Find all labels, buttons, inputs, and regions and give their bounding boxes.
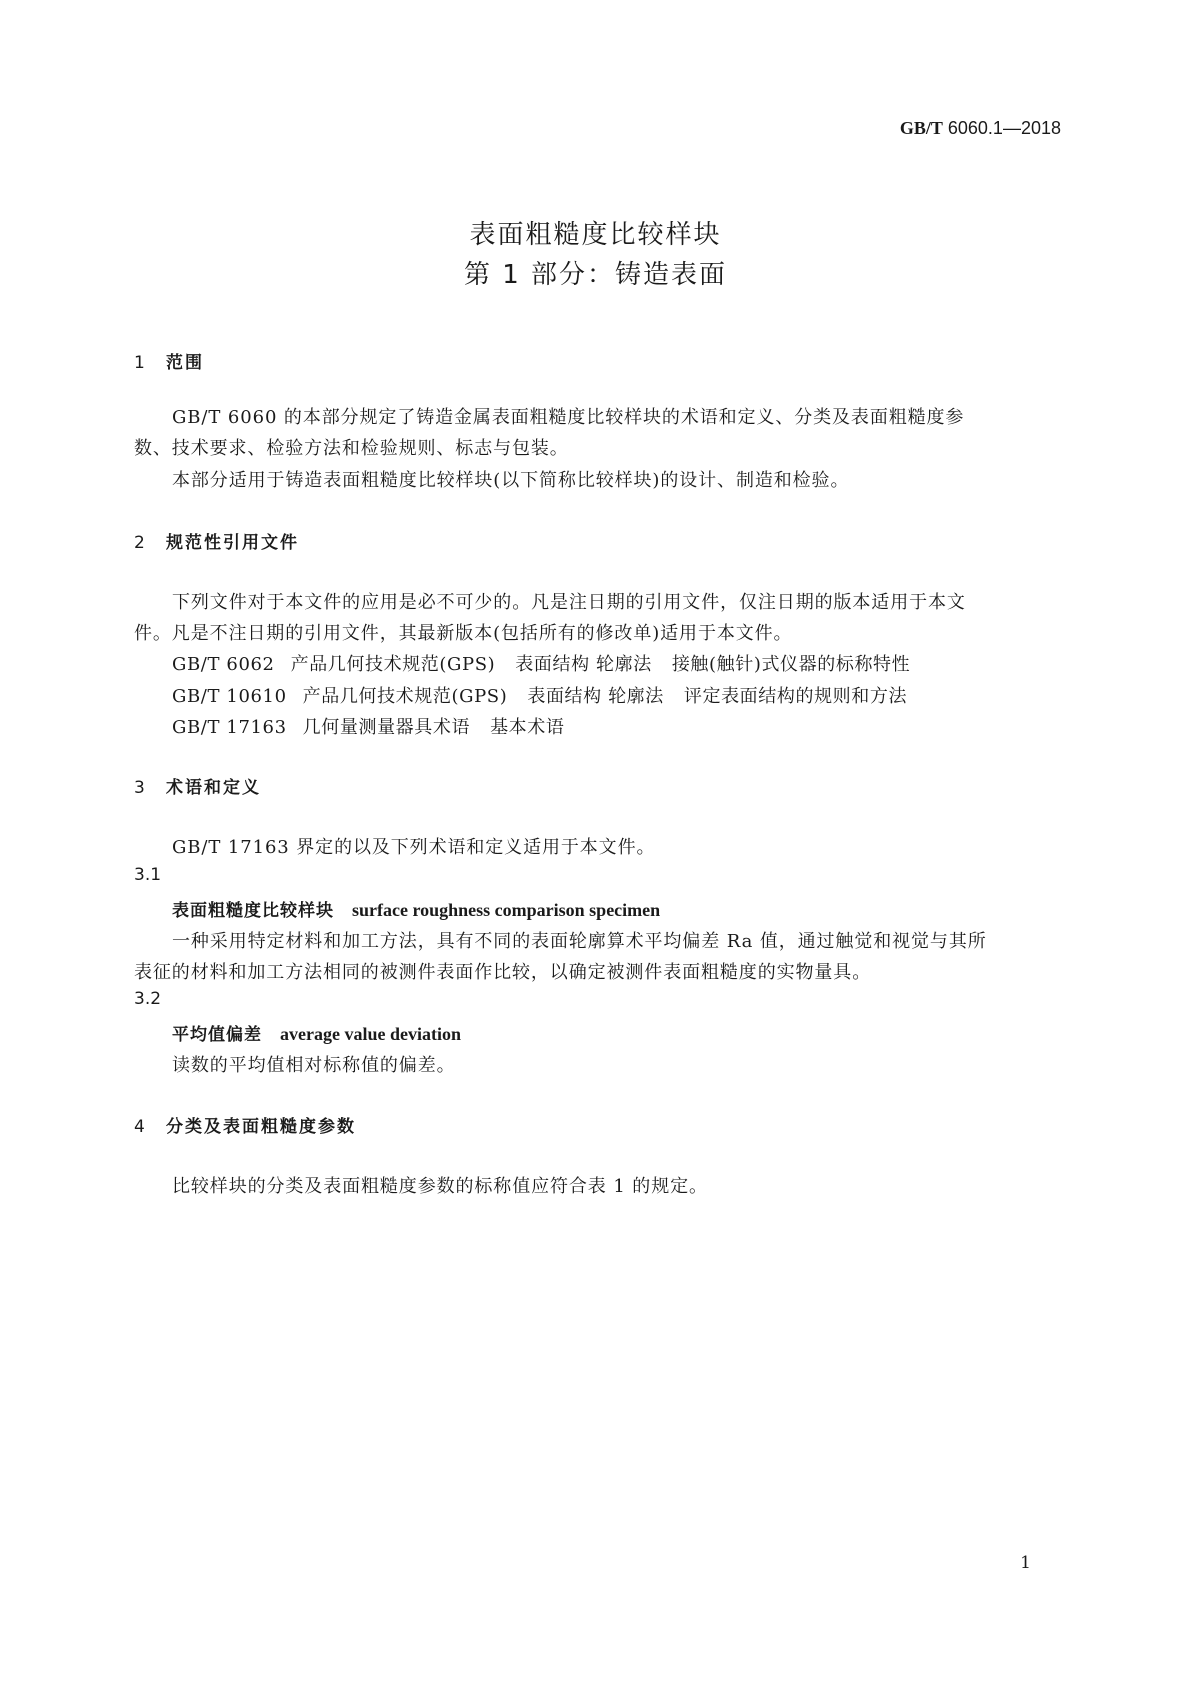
section-4-paragraph: 比较样块的分类及表面粗糙度参数的标称值应符合表 1 的规定。 bbox=[172, 1176, 708, 1197]
normative-reference: GB/T 10610 产品几何技术规范(GPS) 表面结构 轮廓法 评定表面结构的规则和方法 bbox=[172, 686, 908, 707]
section-2-paragraph-line-2: 件。凡是不注日期的引用文件，其最新版本(包括所有的修改单)适用于本文件。 bbox=[134, 623, 793, 644]
normative-reference: GB/T 6062 产品几何技术规范(GPS) 表面结构 轮廓法 接触(触针)式仪器的标称特性 bbox=[172, 654, 911, 675]
section-4-heading: 4 分类及表面粗糙度参数 bbox=[134, 1117, 356, 1137]
term-heading: 平均值偏差 average value deviation bbox=[172, 1024, 461, 1045]
section-2-paragraph-line-1: 下列文件对于本文件的应用是必不可少的。凡是注日期的引用文件，仅注日期的版本适用于本文 bbox=[172, 592, 966, 613]
term-definition-line-1: 一种采用特定材料和加工方法，具有不同的表面轮廓算术平均偏差 Ra 值，通过触觉和视觉与其所 bbox=[172, 931, 987, 952]
section-2-heading: 2 规范性引用文件 bbox=[134, 533, 299, 553]
term-heading: 表面粗糙度比较样块 surface roughness comparison specimen bbox=[172, 900, 661, 921]
section-1-paragraph-2: 本部分适用于铸造表面粗糙度比较样块(以下简称比较样块)的设计、制造和检验。 bbox=[172, 470, 850, 491]
standard-number: GB/T 6060.1—2018 bbox=[899, 118, 1061, 138]
section-3-intro: GB/T 17163 界定的以及下列术语和定义适用于本文件。 bbox=[172, 837, 656, 858]
term-definition-line-1: 读数的平均值相对标称值的偏差。 bbox=[172, 1055, 456, 1076]
term-number: 3.2 bbox=[134, 989, 162, 1009]
document-subtitle: 第 1 部分：铸造表面 bbox=[463, 260, 728, 290]
section-1-heading: 1 范围 bbox=[134, 353, 204, 373]
term-number: 3.1 bbox=[134, 865, 162, 885]
document-title: 表面粗糙度比较样块 bbox=[469, 220, 722, 250]
section-1-paragraph-1-line-2: 数、技术要求、检验方法和检验规则、标志与包装。 bbox=[134, 438, 569, 459]
section-1-paragraph-1-line-1: GB/T 6060 的本部分规定了铸造金属表面粗糙度比较样块的术语和定义、分类及表面粗糙度参 bbox=[172, 407, 965, 428]
page-number: 1 bbox=[1020, 1553, 1031, 1573]
normative-reference: GB/T 17163 几何量测量器具术语 基本术语 bbox=[172, 717, 565, 738]
section-3-heading: 3 术语和定义 bbox=[134, 778, 261, 798]
term-definition-line-2: 表征的材料和加工方法相同的被测件表面作比较，以确定被测件表面粗糙度的实物量具。 bbox=[134, 962, 872, 983]
